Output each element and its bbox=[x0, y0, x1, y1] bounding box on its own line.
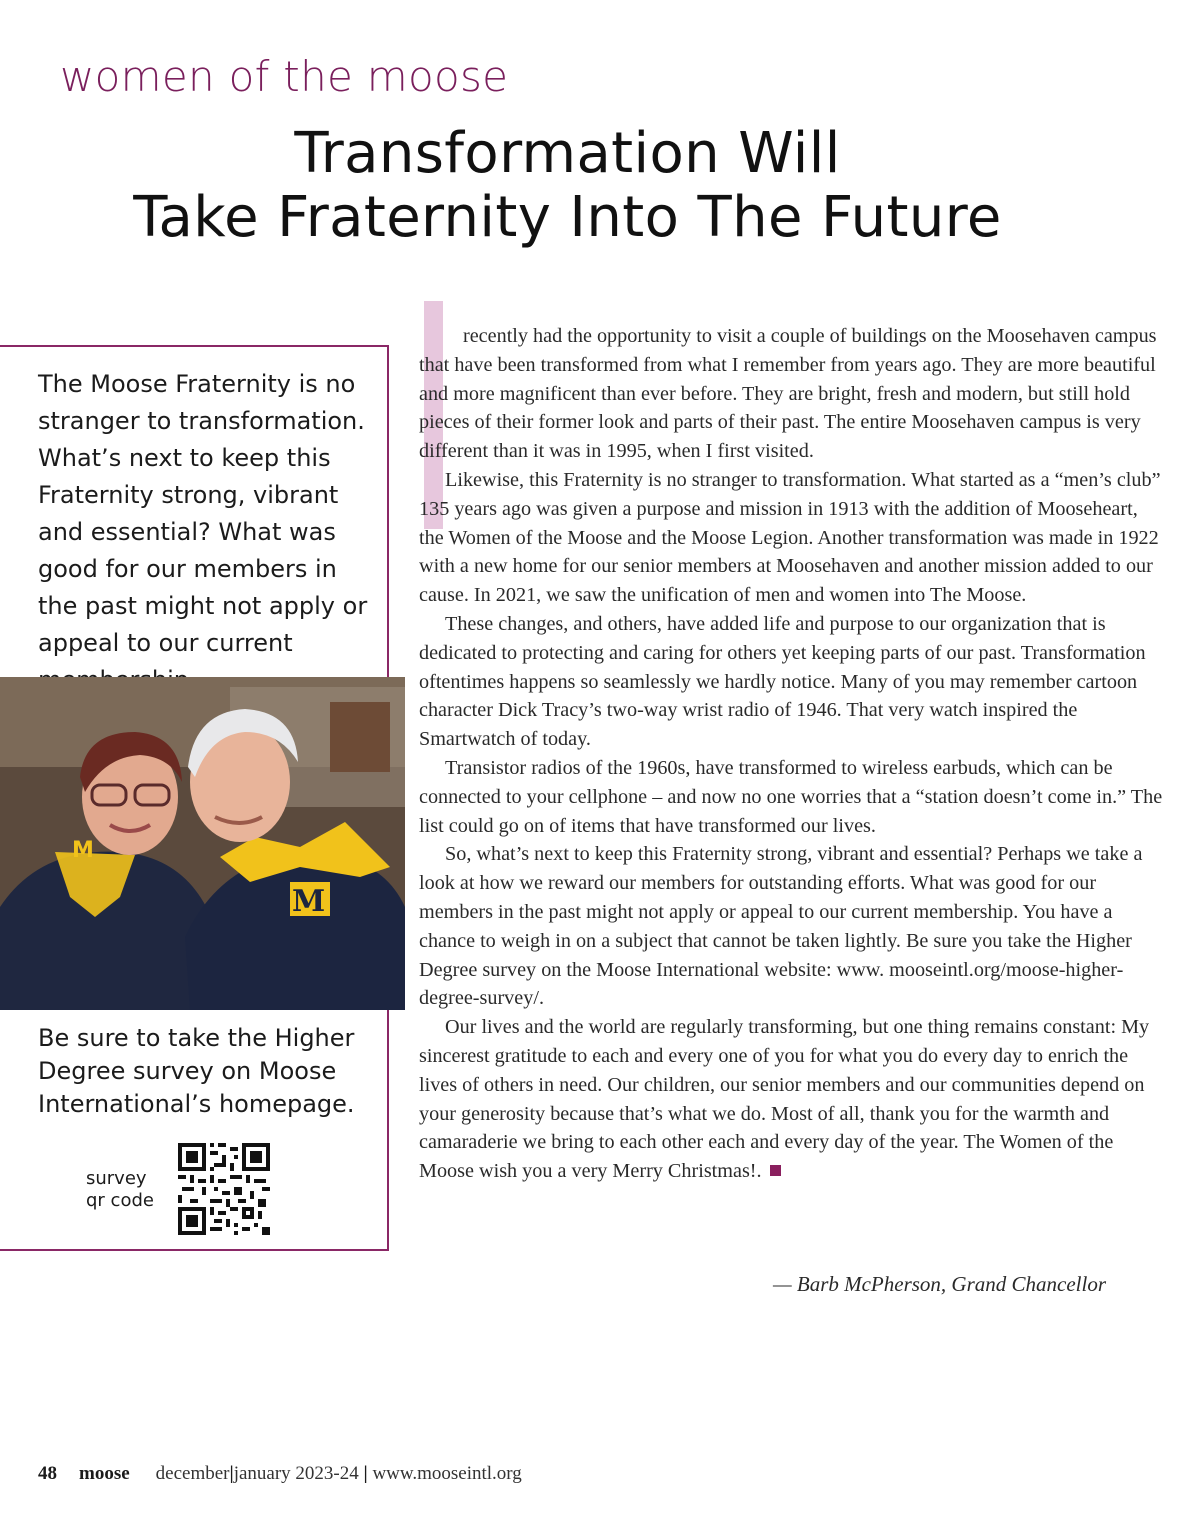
photo-of-couple-icon bbox=[0, 677, 405, 1010]
qr-label bbox=[86, 1168, 176, 1212]
article-paragraph: So, what’s next to keep this Fraternity strong, vibrant and essential? Perhaps we take a look at how we reward our members for outstanding efforts. What was good for our members in the past might not apply or appeal to our current membership. You have a chance to weigh in on a subject that cannot be taken lightly. Be sure you take the Higher Degree survey on the Moose International website: www. mooseintl.org/moose-higher-degree-survey/. bbox=[419, 843, 1143, 1010]
pull-quote: The Moose Fraternity is no stranger to transformation. What’s next to keep this Fraternity strong, vibrant and essential? What was good for our members in the past might not apply or appeal to our current bbox=[38, 370, 368, 657]
qr-label-line-2: qr code bbox=[86, 1190, 154, 1211]
issue-date: january 2023-24 bbox=[233, 1463, 359, 1484]
couple-photo bbox=[0, 677, 405, 1010]
headline-line-2: Take Fraternity Into The Future bbox=[133, 185, 1002, 250]
headline-line-1: Transformation Will bbox=[294, 121, 841, 186]
article-body bbox=[419, 322, 1164, 1186]
issue-month: december bbox=[155, 1463, 230, 1484]
article-paragraph-text: Our lives and the world are regularly transforming, but one thing remains constant: My sincerest gratitude to each and every one of you for what you do every day to enrich the lives of others in need. Our children, our senior members and our communities depend on your generosity because that’s what we do. Most of all, thank you for the warmth and camaraderie we bring to each other each and every day of the year. The Women of the Moose wish you a very Merry Christmas!. bbox=[419, 1016, 1150, 1183]
survey-qr-code[interactable] bbox=[178, 1143, 270, 1235]
article-paragraph bbox=[419, 322, 1164, 466]
article-paragraph: These changes, and others, have added life and purpose to our organization that is dedicated to protecting and caring for others yet keeping parts of our past. Transformation oftentimes happens so seamlessly we hardly notice. Many of you may remember cartoon character Dick Tracy’s two-way wrist radio of 1946. That very watch inspired the Smartwatch of today. bbox=[419, 612, 1146, 751]
article-paragraph bbox=[419, 1013, 1164, 1186]
url-separator: | bbox=[363, 1463, 368, 1484]
article-paragraph: Likewise, this Fraternity is no stranger to transformation. What started as a “men’s club” 135 years ago was given a purpose and mission in 1913 with the addition of Mooseheart, the Women of the Moose and the Moose Legion. Another transformation was made in 1922 with a new home for our senior members at Moosehaven and another mission added to our cause. In 2021, we saw the unification of men and women into The Moose. bbox=[419, 468, 1161, 607]
qr-code-icon bbox=[178, 1143, 270, 1235]
qr-label-line-1: survey bbox=[86, 1168, 147, 1189]
magazine-name: moose bbox=[79, 1463, 130, 1484]
svg-text:M: M bbox=[292, 884, 326, 919]
footer-url[interactable]: www.mooseintl.org bbox=[372, 1463, 522, 1484]
svg-text:M: M bbox=[72, 838, 94, 863]
page-footer bbox=[38, 1463, 522, 1485]
issue-separator: | bbox=[229, 1463, 234, 1484]
article-paragraph: Transistor radios of the 1960s, have transformed to wireless earbuds, which can be connected to your cellphone – and now no one worries that a “station doesn’t come in.” The list could go on of items that have transformed our lives. bbox=[419, 756, 1163, 837]
end-mark-icon bbox=[770, 1165, 781, 1176]
section-label: women of the moose bbox=[60, 52, 509, 101]
author-signature: — Barb McPherson, Grand Chancellor bbox=[772, 1272, 1106, 1296]
survey-note: Be sure to take the Higher Degree survey on Moose International’s homepage. bbox=[38, 1024, 355, 1118]
page-number: 48 bbox=[38, 1463, 57, 1484]
article-headline bbox=[0, 122, 1135, 250]
article-paragraph-text: recently had the opportunity to visit a couple of buildings on the Moosehaven campus that have been transformed from what I remember from years ago. They are more beautiful and more magnificent than ever before. They are bright, fresh and modern, but still hold pieces of their former look and parts of their past. The entire Moosehaven campus is very different than it was in 1995, when I first visited. bbox=[419, 325, 1157, 463]
